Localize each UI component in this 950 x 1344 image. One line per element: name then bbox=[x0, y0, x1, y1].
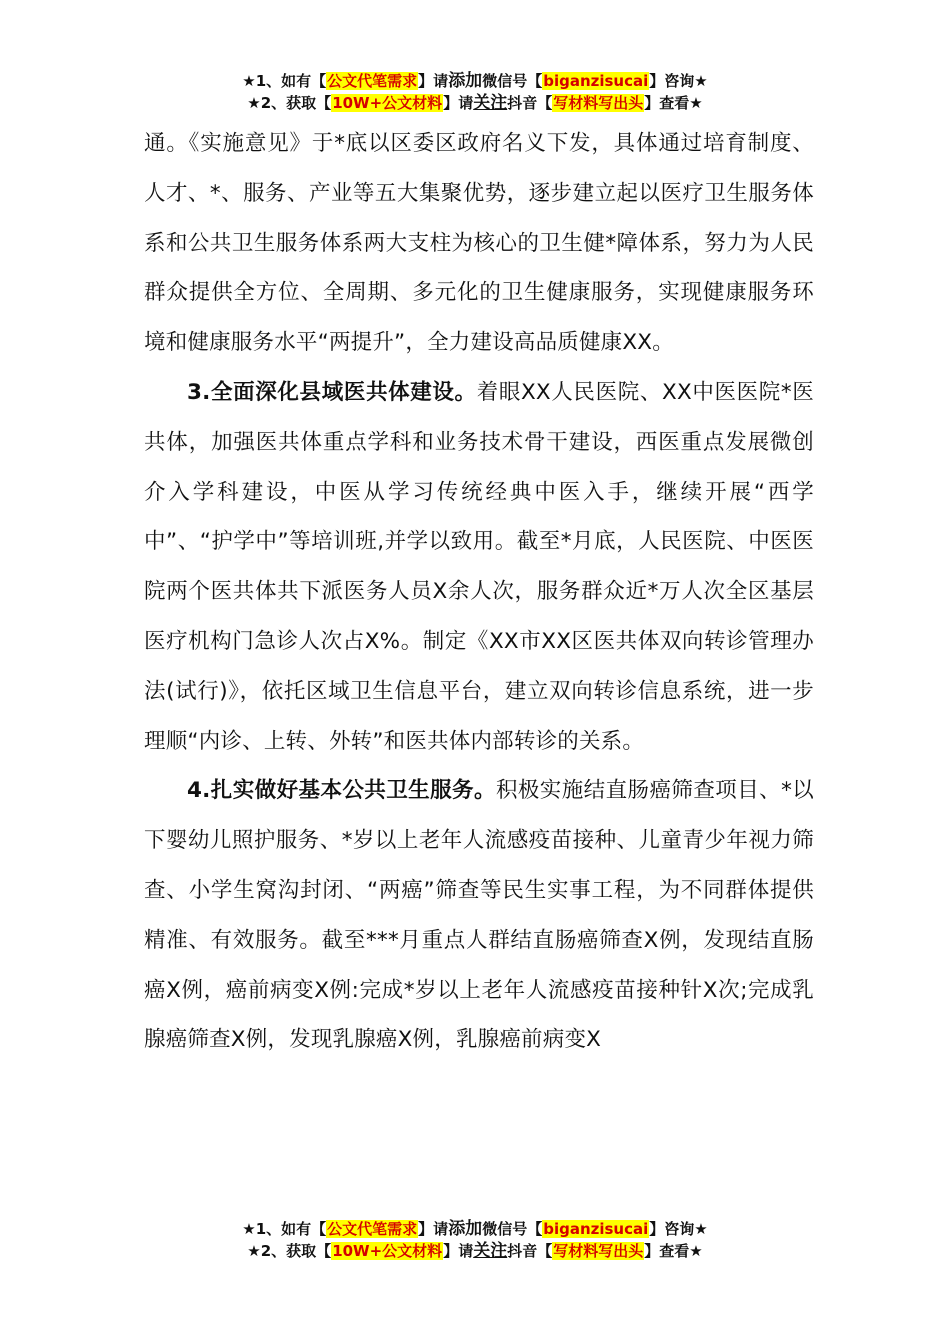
banner-highlight: 写材料写出头 bbox=[553, 1242, 644, 1260]
banner-text: 】咨询★ bbox=[649, 72, 708, 90]
header-banner bbox=[0, 70, 950, 114]
banner-text: 】查看★ bbox=[644, 94, 703, 112]
banner-highlight: 公文代笔需求 bbox=[327, 72, 418, 90]
paragraph-text: 积极实施结直肠癌筛查项目、*以下婴幼儿照护服务、*岁以上老年人流感疫苗接种、儿童青少年视力筛查、小学生窝沟封闭、“两癌”筛查等民生实事工程，为不同群体提供精准、有效服务。截至***月重点人群结直肠癌筛查X例，发现结直肠癌X例，癌前病变X例:完成*岁以上老年人流感疫苗接种针X次;完成乳腺癌筛查X例，发现乳腺癌X例，乳腺癌前病变X bbox=[144, 778, 814, 1053]
banner-emphasis: 添加 bbox=[448, 71, 483, 91]
paragraph-3 bbox=[144, 766, 814, 1065]
banner-text: 抖音【 bbox=[507, 1242, 553, 1260]
banner-text: 】请 bbox=[443, 94, 474, 112]
paragraph-1: 通。《实施意见》于*底以区委区政府名义下发，具体通过培育制度、人才、*、服务、产业等五大集聚优势，逐步建立起以医疗卫生服务体系和公共卫生服务体系两大支柱为核心的卫生健*障体系，努力为人民群众提供全方位、全周期、多元化的卫生健康服务，实现健康服务环境和健康服务水平“两提升”，全力建设高品质健康XX。 bbox=[144, 131, 814, 356]
banner-highlight: 10W+公文材料 bbox=[332, 1242, 443, 1260]
banner-text: ★1、如有【 bbox=[242, 72, 327, 90]
section-heading: 3.全面深化县域医共体建设。 bbox=[187, 379, 477, 405]
banner-text: 微信号【 bbox=[482, 1220, 543, 1238]
banner-text: 】请 bbox=[418, 72, 449, 90]
banner-text: 】请 bbox=[443, 1242, 474, 1260]
banner-highlight: 写材料写出头 bbox=[553, 94, 644, 112]
banner-line-1 bbox=[0, 70, 950, 92]
banner-text: ★2、获取【 bbox=[247, 1242, 332, 1260]
banner-highlight: 公文代笔需求 bbox=[327, 1220, 418, 1238]
banner-text: ★1、如有【 bbox=[242, 1220, 327, 1238]
banner-text: ★2、获取【 bbox=[247, 94, 332, 112]
banner-text: 抖音【 bbox=[507, 94, 553, 112]
banner-text: 】咨询★ bbox=[649, 1220, 708, 1238]
section-heading: 4.扎实做好基本公共卫生服务。 bbox=[187, 778, 496, 804]
banner-line-2 bbox=[0, 1240, 950, 1262]
banner-text: 微信号【 bbox=[482, 72, 543, 90]
banner-emphasis: 添加 bbox=[448, 1219, 483, 1239]
banner-line-1 bbox=[0, 1218, 950, 1240]
document-body bbox=[144, 119, 814, 1065]
banner-emphasis: 关注 bbox=[473, 1241, 508, 1261]
banner-line-2 bbox=[0, 92, 950, 114]
paragraph-2 bbox=[144, 368, 814, 766]
banner-emphasis: 关注 bbox=[473, 93, 508, 113]
banner-text: 】请 bbox=[418, 1220, 449, 1238]
banner-highlight: 10W+公文材料 bbox=[332, 94, 443, 112]
banner-text: 】查看★ bbox=[644, 1242, 703, 1260]
paragraph-text: 着眼XX人民医院、XX中医医院*医共体，加强医共体重点学科和业务技术骨干建设，西医重点发展微创介入学科建设，中医从学习传统经典中医入手，继续开展“西学中”、“护学中”等培训班,并学以致用。截至*月底，人民医院、中医医院两个医共体共下派医务人员X余人次，服务群众近*万人次全区基层医疗机构门急诊人次占X%。制定《XX市XX区医共体双向转诊管理办法(试行)》，依托区域卫生信息平台，建立双向转诊信息系统，进一步理顺“内诊、上转、外转”和医共体内部转诊的关系。 bbox=[144, 379, 814, 754]
footer-banner bbox=[0, 1218, 950, 1262]
banner-highlight: biganzisucai bbox=[543, 1220, 649, 1238]
banner-highlight: biganzisucai bbox=[543, 72, 649, 90]
